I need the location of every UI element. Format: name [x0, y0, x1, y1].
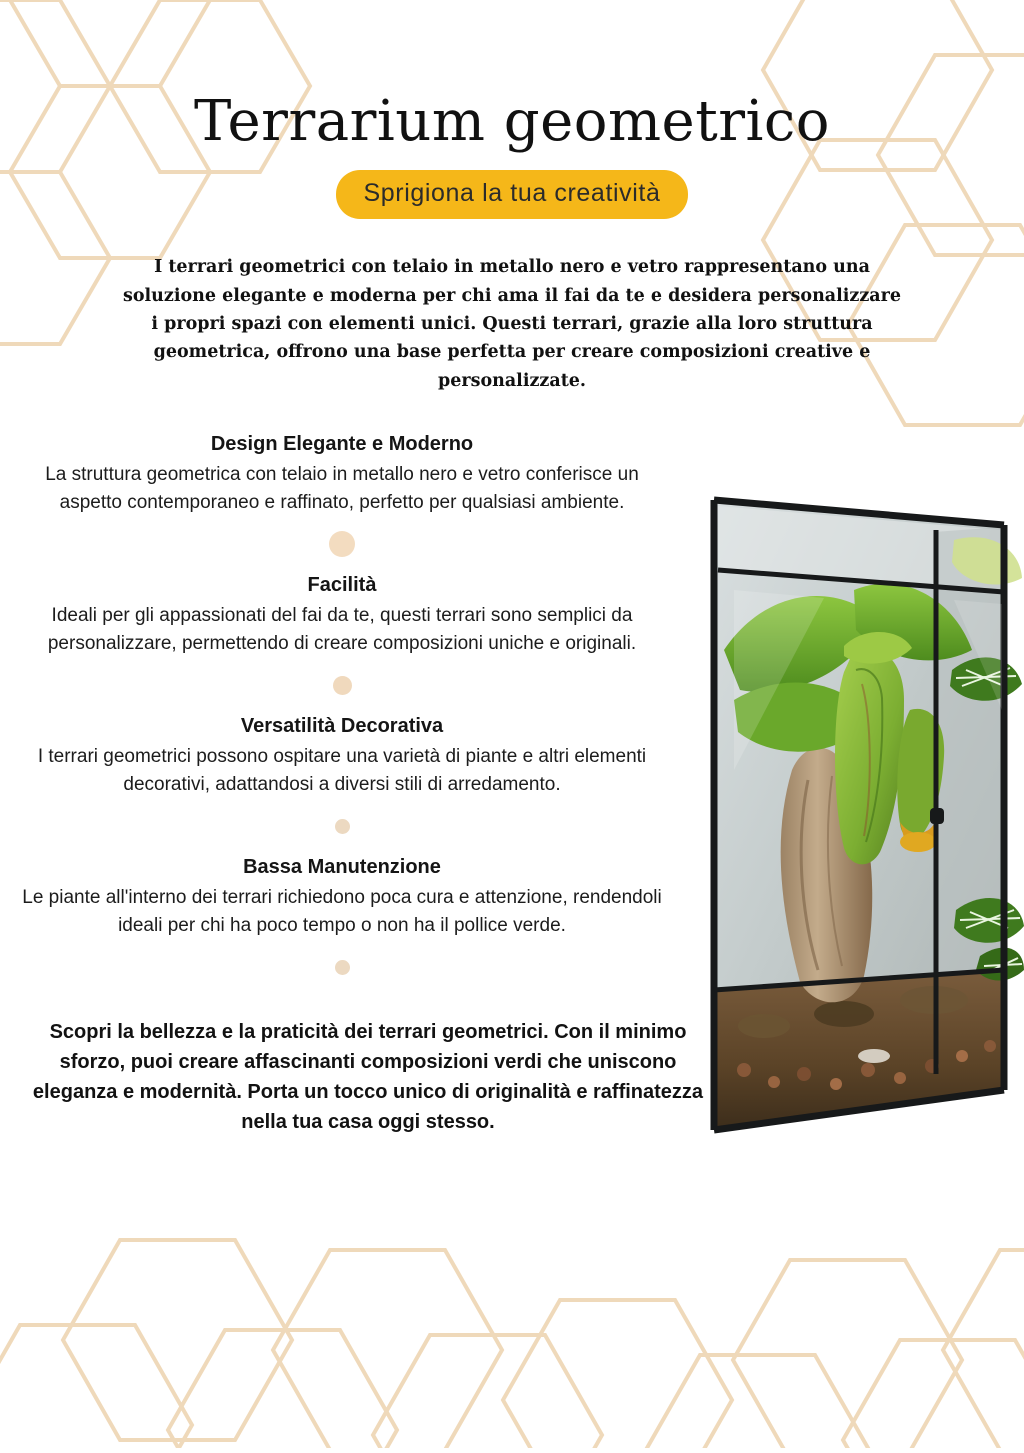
feature-sections	[22, 431, 662, 995]
section-separator	[22, 798, 662, 854]
feature-section	[22, 854, 662, 939]
feature-heading: Facilità	[307, 574, 377, 597]
closing-paragraph: Scopri la bellezza e la praticità dei terrari geometrici. Con il minimo sforzo, puoi creare affascinanti composizioni verdi che uniscono eleganza e modernità. Porta un tocco unico di originalità e raffinatezza nella tua casa oggi stesso.	[32, 1021, 704, 1134]
feature-heading: Design Elegante e Moderno	[210, 433, 474, 456]
feature-section	[22, 713, 662, 798]
intro-paragraph: I terrari geometrici con telaio in metallo nero e vetro rappresentano una soluzione elegante e moderna per chi ama il fai da te e desidera personalizzare i propri spazi con elementi unici. Questi terrari, grazie alla loro struttura geometrica, offrono una base perfetta per creare composizioni creative e personalizzate.	[122, 257, 901, 391]
feature-body: La struttura geometrica con telaio in metallo nero e vetro conferisce un aspetto contemporaneo e raffinato, perfetto per qualsiasi ambiente.	[45, 464, 639, 513]
feature-section	[22, 431, 662, 516]
separator-dot-icon	[335, 960, 350, 975]
feature-heading: Versatilità Decorativa	[240, 715, 444, 738]
feature-heading: Bassa Manutenzione	[243, 856, 441, 879]
section-separator	[22, 939, 662, 995]
separator-dot-icon	[329, 531, 355, 557]
section-separator	[22, 516, 662, 572]
subtitle-badge: Sprigiona la tua creatività	[336, 170, 689, 219]
feature-body: I terrari geometrici possono ospitare una varietà di piante e altri elementi decorativi, adattandosi a diversi stili di arredamento.	[37, 746, 647, 795]
subtitle-badge-row	[0, 170, 1024, 219]
page-title: Terrarium geometrico	[194, 89, 830, 154]
separator-dot-icon	[335, 819, 350, 834]
feature-body: Le piante all'interno dei terrari richiedono poca cura e attenzione, rendendoli ideali per chi ha poco tempo o non ha il pollice verde.	[22, 887, 662, 936]
feature-body: Ideali per gli appassionati del fai da te, questi terrari sono semplici da personalizzare, permettendo di creare composizioni uniche e originali.	[47, 605, 637, 654]
feature-section	[22, 572, 662, 657]
separator-dot-icon	[333, 676, 352, 695]
section-separator	[22, 657, 662, 713]
